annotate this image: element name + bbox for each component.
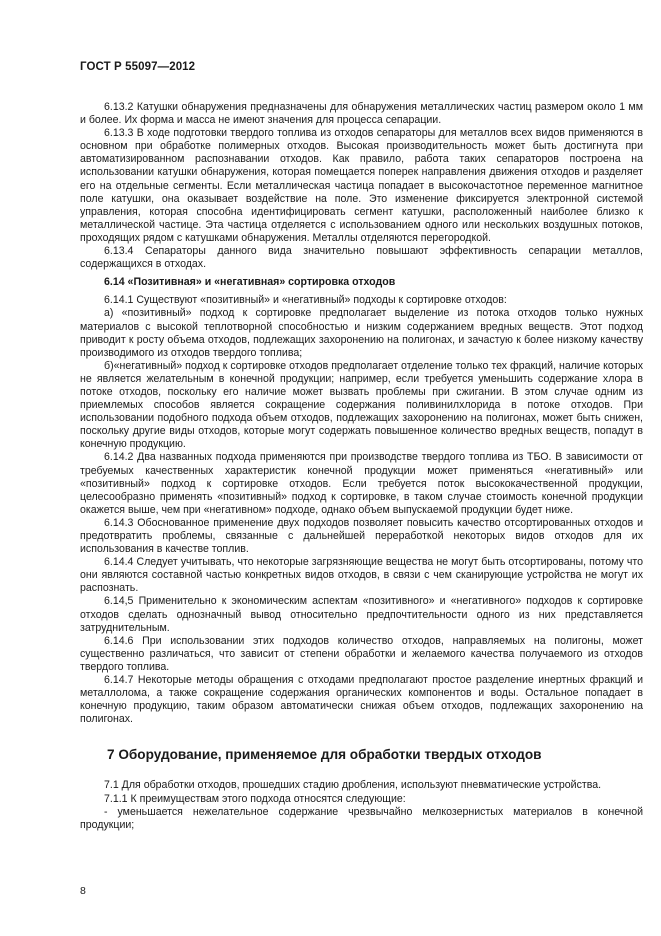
paragraph-6-13-3: 6.13.3 В ходе подготовки твердого топлива из отходов сепараторы для металлов всех видов применяются в основном при обработке полимерных отходов. Высокая производительность может быть достигнута при автоматизированном распознавании отходов. Как правило, работа таких сепараторов построена на использовании катушки обнаружения, которая помещается поперек направления движения отходов и разделяет его на отдельные сегменты. Если металлическая частица попадает в высокочастотное переменное магнитное поле катушки, она оказывает воздействие на поле. Это изменение фиксируется электронной системой управления, которая способна идентифицировать сегмент катушки, расположенный наиболее близко к металлической частице. Эта частица отделяется с использованием одного или нескольких воздушных потоков, проходящих рядом с катушками обнаружения. Металлы отделяются перегородкой. bbox=[80, 127, 643, 244]
paragraph-6-14-7: 6.14.7 Некоторые методы обращения с отходами предполагают простое разделение инертных фракций и металлолома, а также сокращение содержания органических компонентов и воды. Остальное попадает в конечную продукцию, таким образом автоматически снижая объем отходов, подлежащих захоронению на полигонах. bbox=[80, 674, 643, 726]
paragraph-6-13-2: 6.13.2 Катушки обнаружения предназначены для обнаружения металлических частиц размером около 1 мм и более. Их форма и масса не имеют значения для процесса сепарации. bbox=[80, 101, 643, 127]
paragraph-6-13-4: 6.13.4 Сепараторы данного вида значительно повышают эффективность сепарации металлов, содержащихся в отходах. bbox=[80, 245, 643, 271]
subsection-title-6-14: 6.14 «Позитивная» и «негативная» сортировка отходов bbox=[104, 276, 396, 289]
paragraph-6-14-3: 6.14.3 Обоснованное применение двух подходов позволяет повысить качество отсортированных отходов и предотвратить проблемы, связанные с дальнейшей переработкой некоторых видов отходов для их использования в качестве топлив. bbox=[80, 516, 643, 556]
section-title-7: 7 Оборудование, применяемое для обработки твердых отходов bbox=[107, 747, 542, 763]
list-item-a: а) «позитивный» подход к сортировке предполагает выделение из потока отходов только нужных материалов с высокой теплотворной способностью и низким содержанием вредных веществ. Этот подход приводит к росту объема отходов, подлежащих захоронению на полигонах, и зачастую к более низкому качеству производимого из отходов твердого топлива; bbox=[80, 307, 643, 359]
paragraph-6-14-4: 6.14.4 Следует учитывать, что некоторые загрязняющие вещества не могут быть отсортированы, потому что они являются составной частью конкретных видов отходов, в связи с чем сканирующие устройства не могут их распознать. bbox=[80, 556, 643, 595]
document-body bbox=[80, 101, 643, 832]
standard-header: ГОСТ Р 55097—2012 bbox=[80, 61, 196, 73]
paragraph-7-1-1: 7.1.1 К преимуществам этого подхода относятся следующие: bbox=[104, 792, 406, 805]
paragraph-6-14-2: 6.14.2 Два названных подхода применяются при производстве твердого топлива из ТБО. В зависимости от требуемых качественных характеристик конечной продукции может применяться «негативный» или «позитивный» подход к сортировке отходов. Если требуется поток высококачественной продукции, целесообразно применять «позитивный» подход к сортировке, в таком случае стоимость конечной продукции окажется выше, чем при «негативном» подходе, однако объем выпускаемой продукции будет ниже. bbox=[80, 451, 643, 516]
page-number: 8 bbox=[80, 885, 86, 897]
paragraph-6-14-5: 6.14,5 Применительно к экономическим аспектам «позитивного» и «негативного» подходов к сортировке отходов сделать однозначный вывод относительно предпочтительности одного из них представляется затруднительным. bbox=[80, 595, 643, 634]
paragraph-7-1: 7.1 Для обработки отходов, прошедших стадию дробления, используют пневматические устройства. bbox=[104, 779, 602, 792]
list-item-dash: - уменьшается нежелательное содержание чрезвычайно мелкозернистых материалов в конечной продукции; bbox=[80, 805, 643, 831]
paragraph-6-14-1: 6.14.1 Существуют «позитивный» и «негативный» подходы к сортировке отходов: bbox=[104, 294, 507, 307]
list-item-b: б)«негативный» подход к сортировке отходов предполагает отделение только тех фракций, наличие которых не является желательным в конечной продукции; например, если требуется уменьшить содержание хлора в потоке отходов, поскольку его наличие может вызвать проблемы при сжигании. В этом случае одним из приемлемых способов является сокращение содержания поливинилхлорида в потоке отходов. При использовании подобного подхода объем отходов, подлежащих захоронению на полигонах, может быть снижен, поскольку другие виды отходов, которые могут содержать повышенное количество вредных веществ, попадут в конечную продукцию. bbox=[80, 359, 643, 451]
paragraph-6-14-6: 6.14.6 При использовании этих подходов количество отходов, направляемых на полигоны, может существенно различаться, что зависит от степени обработки и желаемого качества получаемого из отходов твердого топлива. bbox=[80, 634, 643, 673]
